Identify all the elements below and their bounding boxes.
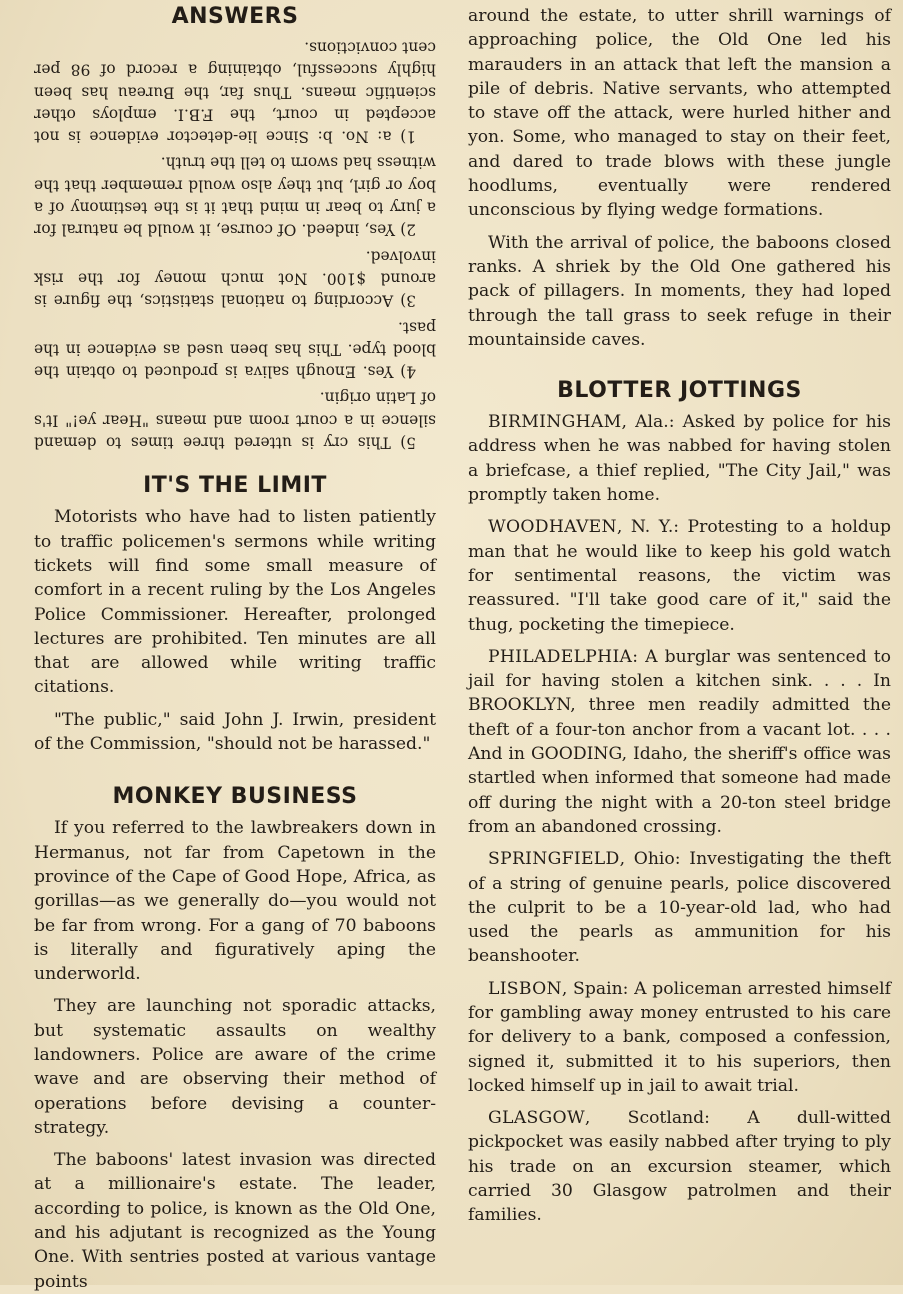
- monkey-paragraph: If you referred to the lawbreakers down in Hermanus, not far from Capetown in the province of the Cape of Good Hope, Africa, as gorillas—as we generally do—you would not be far from wrong. For a gang of 70 baboons is literally and figuratively aping the underworld.: [34, 818, 436, 985]
- monkey-article: [34, 784, 436, 1294]
- blotter-heading: BLOTTER JOTTINGS: [557, 378, 802, 404]
- monkey-paragraph: With the arrival of police, the baboons closed ranks. A shriek by the Old One gathered his pack of pillagers. In moments, they had loped through the tall grass to seek refuge in their mountainside caves.: [468, 232, 891, 350]
- left-column: [0, 0, 452, 1292]
- blotter-city: SPRINGFIELD: [488, 849, 620, 870]
- blotter-text: Investigating the theft of a string of genuine pearls, police discovered the culprit to be a 10-year-old lad, who had used the pearls as ammunition for his beanshooter.: [468, 849, 891, 967]
- blotter-region: , Ala.:: [621, 412, 675, 433]
- limit-article: [34, 473, 436, 756]
- blotter-text: Protesting to a holdup man that he would like to keep his gold watch for sentimental reasons, the victim was reassured. "I'll take good care of it," said the thug, pocketing the timepiece.: [468, 517, 891, 635]
- limit-heading: IT'S THE LIMIT: [143, 473, 327, 499]
- answers-heading: ANSWERS: [171, 4, 299, 29]
- blotter-article: [468, 378, 891, 1228]
- blotter-region: , Ohio:: [619, 849, 681, 870]
- answer-item: 2) Yes, indeed. Of course, it would be natural for a jury to bear in mind that it is the testimony of a boy or girl, but they also would remember that the witness had sworn to tell the truth.: [34, 153, 436, 239]
- blotter-region: :: [632, 646, 639, 667]
- blotter-text: A dull-witted pickpocket was easily nabbed after trying to ply his trade on an excursion steamer, which carried 30 Glasgow patrolmen and their families.: [468, 1108, 891, 1226]
- blotter-city: WOODHAVEN: [488, 517, 617, 538]
- blotter-region: , Scotland:: [584, 1108, 710, 1129]
- blotter-item: [468, 645, 891, 839]
- monkey-paragraph: The baboons' latest invasion was directed at a millionaire's estate. The leader, according to police, is known as the Old One, and his adjutant is recognized as the Young One. With sentries posted at various vantage points: [34, 1150, 436, 1292]
- blotter-text: A burglar was sentenced to jail for having stolen a kitchen sink. . . . In BROOKLYN, three men readily admitted the theft of a four-ton anchor from a vacant lot. . . . And in GOODING, Idaho, the sheriff's office was startled when informed that someone had made off during the night with a 20-ton steel bridge from an abandoned crossing.: [468, 646, 891, 837]
- blotter-city: PHILADELPHIA: [488, 646, 633, 667]
- limit-paragraph: "The public," said John J. Irwin, president of the Commission, "should not be harassed.": [34, 709, 436, 755]
- blotter-region: , N. Y.:: [616, 517, 680, 538]
- blotter-text: A policeman arrested himself for gambling away money entrusted to his care for delivery to a bank, composed a confession, signed it, submitted it to his superiors, then locked himself up in jail to await trial.: [468, 978, 891, 1096]
- blotter-item: [468, 977, 891, 1098]
- blotter-item: [468, 1106, 891, 1227]
- monkey-heading: MONKEY BUSINESS: [112, 784, 358, 810]
- answer-item: 5) This cry is uttered three times to demand silence in a court room and means "Hear ye!" It's of Latin origin.: [34, 388, 436, 452]
- blotter-city: LISBON: [488, 978, 562, 999]
- monkey-paragraph: They are launching not sporadic attacks, but systematic assaults on wealthy landowners. Police are aware of the crime wave and are observing their method of operations before devising a counter-strategy.: [34, 996, 436, 1138]
- answers-upside-down: [34, 36, 436, 453]
- monkey-paragraph-continued: around the estate, to utter shrill warnings of approaching police, the Old One led his marauders in an attack that left the mansion a pile of debris. Native servants, who attempted to stave off the attack, were hurled hither and yon. Some, who managed to stay on their feet, and dared to trade blows with these jungle hoodlums, eventually were rendered unconscious by flying wedge formations.: [468, 6, 891, 221]
- blotter-region: , Spain:: [561, 978, 629, 999]
- answer-item: 4) Yes. Enough saliva is produced to obtain the blood type. This has been used as evidence in the past.: [34, 317, 436, 381]
- blotter-item: [468, 515, 891, 636]
- limit-paragraph: Motorists who have had to listen patiently to traffic policemen's sermons while writing tickets will find some small measure of comfort in a recent ruling by the Los Angeles Police Commissioner. Hereafter, prolonged lectures are prohibited. Ten minutes are all that are allowed while writing traffic citations.: [34, 507, 436, 698]
- blotter-item: [468, 410, 891, 507]
- blotter-text: Asked by police for his address when he was nabbed for having stolen a briefcase, a thief replied, "The City Jail," was promptly taken home.: [468, 412, 891, 506]
- blotter-item: [468, 847, 891, 968]
- right-column: [452, 0, 903, 1285]
- blotter-city: GLASGOW: [488, 1108, 585, 1129]
- answer-item: 3) According to national statistics, the figure is around $100. Not much money for the risk involved.: [34, 246, 436, 310]
- blotter-city: BIRMINGHAM: [488, 412, 622, 433]
- answer-item: 1) a: No. b: Since lie-detector evidence is not accepted in court, the F.B.I. employs other scientific means. Thus far, the Bureau has been highly successful, obtaining a record of 98 per cent convictions.: [34, 38, 436, 146]
